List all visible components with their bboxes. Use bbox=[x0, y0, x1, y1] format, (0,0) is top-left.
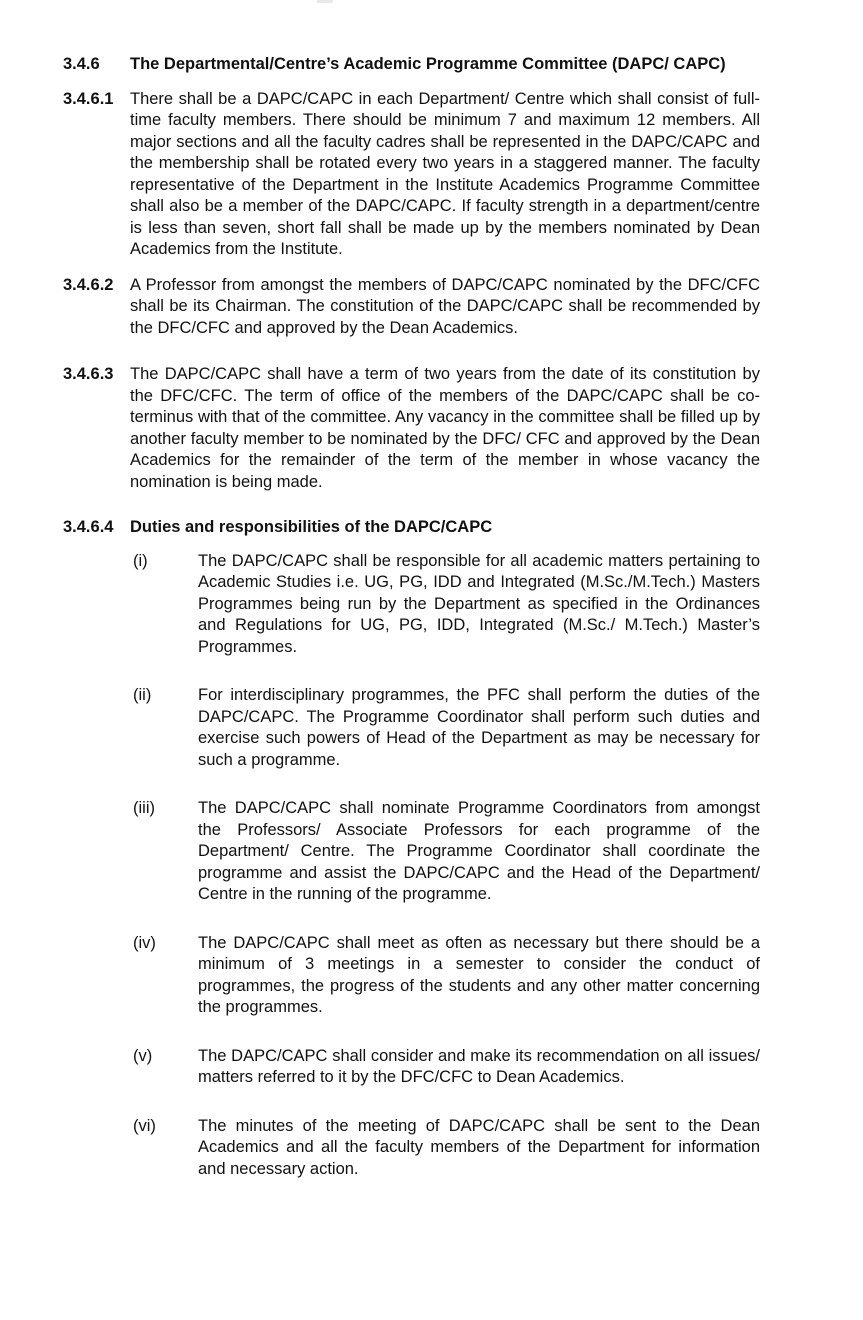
section-number: 3.4.6.1 bbox=[63, 89, 114, 108]
list-item-text: The DAPC/CAPC shall nominate Programme Coordinators from amongst the Professors/ Associate Professors for each programme of the Department/ Centre. The Programme Coordinator shall coordinate the programme and assist the DAPC/CAPC and the Head of the Department/ Centre in the running of the programme. bbox=[198, 799, 760, 903]
section-paragraph: The DAPC/CAPC shall have a term of two years from the date of its constitution by the DFC/CFC. The term of office of the members of the DAPC/CAPC shall be co-terminus with that of the committee. Any vacancy in the committee shall be filled up by another faculty member to be nominated by the DFC/ CFC and approved by the Dean Academics for the remainder of the term of the member in whose vacancy the nomination is being made. bbox=[130, 365, 760, 491]
list-marker: (iii) bbox=[133, 799, 155, 817]
section-number: 3.4.6.4 bbox=[63, 518, 114, 536]
section-paragraph: A Professor from amongst the members of DAPC/CAPC nominated by the DFC/CFC shall be its Chairman. The constitution of the DAPC/CAPC shall be recommended by the DFC/CFC and approved by the Dean Academics. bbox=[130, 275, 760, 337]
list-item-text: The DAPC/CAPC shall consider and make its recommendation on all issues/ matters referred to it by the DFC/CFC to Dean Academics. bbox=[198, 1046, 760, 1086]
list-item-text: The DAPC/CAPC shall be responsible for all academic matters pertaining to Academic Studies i.e. UG, PG, IDD and Integrated (M.Sc./M.Tech.) Masters Programmes being run by the Department as specified in the Ordinances and Regulations for UG, PG, IDD, Integrated (M.Sc./ M.Tech.) Master’s Programmes. bbox=[198, 551, 760, 656]
list-marker: (ii) bbox=[133, 686, 152, 704]
section-3-4-6-2 bbox=[63, 275, 760, 340]
list-marker: (v) bbox=[133, 1046, 153, 1065]
list-item-text: The DAPC/CAPC shall meet as often as necessary but there should be a minimum of 3 meetings in a semester to consider the conduct of programmes, the progress of the students and any other matter concerning the programmes. bbox=[198, 933, 760, 1016]
header-artifact bbox=[317, 0, 333, 3]
section-number: 3.4.6.3 bbox=[63, 365, 114, 383]
list-marker: (vi) bbox=[133, 1116, 156, 1135]
section-number: 3.4.6.2 bbox=[63, 275, 114, 294]
page-content bbox=[63, 54, 760, 1180]
duty-item-ii bbox=[133, 685, 760, 771]
section-3-4-6-3 bbox=[63, 364, 760, 493]
section-3-4-6 bbox=[63, 54, 760, 76]
section-number: 3.4.6 bbox=[63, 55, 100, 73]
list-marker: (iv) bbox=[133, 933, 156, 952]
section-paragraph: There shall be a DAPC/CAPC in each Department/ Centre which shall consist of full-time faculty members. There should be minimum 7 and maximum 12 members. All major sections and all the faculty cadres shall be represented in the DAPC/CAPC and the membership shall be rotated every two years in a staggered manner. The faculty representative of the Department in the Institute Academics Programme Committee shall also be a member of the DAPC/CAPC. If faculty strength in a department/centre is less than seven, short fall shall be made up by the members nominated by Dean Academics from the Institute. bbox=[130, 89, 760, 258]
duty-item-v bbox=[133, 1046, 760, 1089]
duty-item-vi bbox=[133, 1116, 760, 1181]
duty-item-i bbox=[133, 551, 760, 659]
duty-item-iv bbox=[133, 933, 760, 1019]
duty-item-iii bbox=[133, 798, 760, 906]
section-subheading-text: Duties and responsibilities of the DAPC/CAPC bbox=[130, 518, 493, 536]
section-3-4-6-1 bbox=[63, 89, 760, 261]
section-3-4-6-4 bbox=[63, 517, 760, 539]
list-item-text: For interdisciplinary programmes, the PFC shall perform the duties of the DAPC/CAPC. The Programme Coordinator shall perform such duties and exercise such powers of Head of the Department as may be necessary for such a programme. bbox=[198, 686, 760, 769]
list-marker: (i) bbox=[133, 551, 148, 570]
list-item-text: The minutes of the meeting of DAPC/CAPC shall be sent to the Dean Academics and all the faculty members of the Department for information and necessary action. bbox=[198, 1116, 760, 1178]
section-heading-text: The Departmental/Centre’s Academic Programme Committee (DAPC/ CAPC) bbox=[130, 55, 726, 73]
